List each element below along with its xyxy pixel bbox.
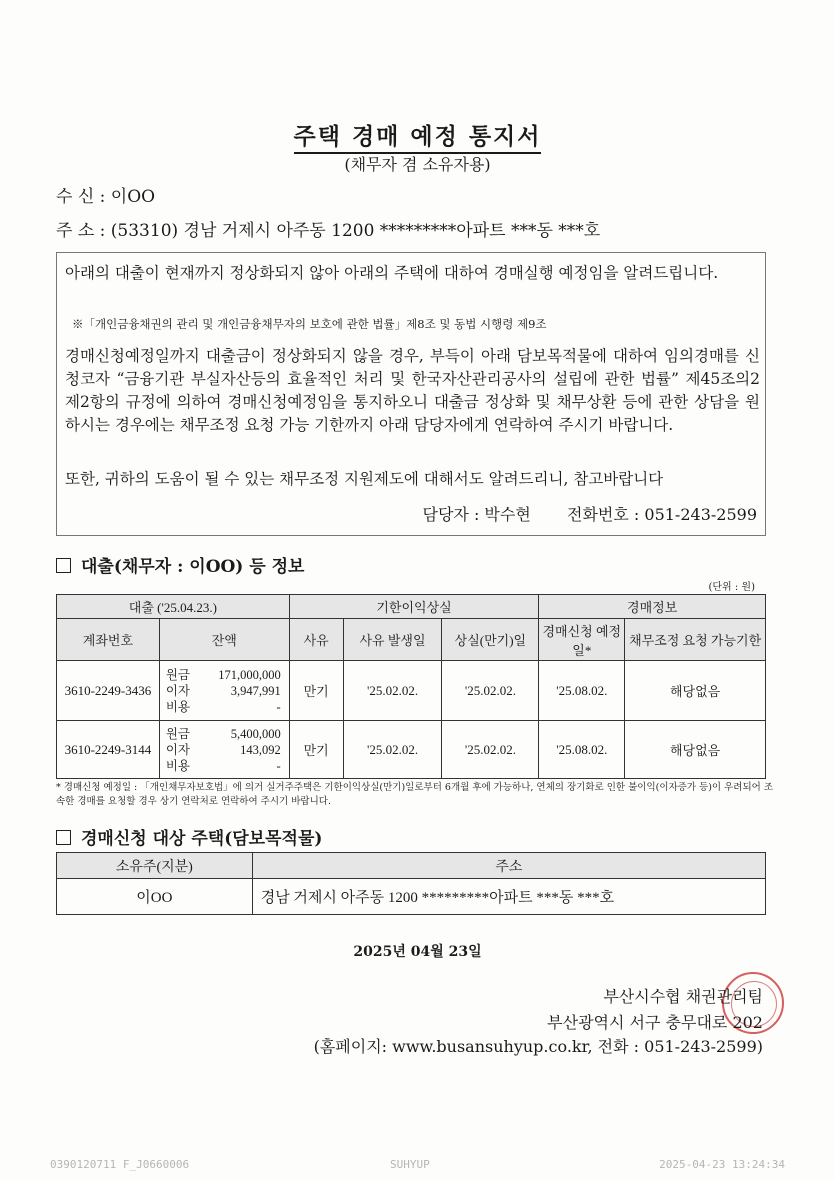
contact-person: 담당자 : 박수현 (422, 505, 531, 524)
address-label: 주 소 : (56, 221, 106, 241)
recipient-line (56, 182, 155, 207)
property-address: 경남 거제시 아주동 1200 *********아파트 ***동 ***호 (252, 879, 765, 915)
reason: 만기 (289, 721, 343, 779)
group-header-auction: 경매정보 (539, 595, 766, 619)
col-account: 계좌번호 (57, 619, 160, 661)
section-property-heading: 경매신청 대상 주택(담보목적물) (56, 824, 322, 849)
footnote: * 경매신청 예정일 : 「개인채무자보호법」에 의거 실거주주택은 기한이익상실(만기)일로부터 6개월 후에 가능하나, 연체의 장기화로 인한 불이익(이자증가 등)이 우려되어 조속한 경매를 요청할 경우 상기 연락처로 연락하여 주시기 바랍니다. (56, 782, 774, 807)
contact-info (423, 502, 758, 525)
col-loss-date: 상실(만기)일 (442, 619, 539, 661)
account-number: 3610-2249-3436 (57, 661, 160, 721)
footer-timestamp: 2025-04-23 13:24:34 (659, 1158, 785, 1171)
col-reason-date: 사유 발생일 (343, 619, 442, 661)
col-adjust-deadline: 채무조정 요청 가능기한 (625, 619, 766, 661)
notice-paragraph-2: 경매신청예정일까지 대출금이 정상화되지 않을 경우, 부득이 아래 담보목적물에 대하여 임의경매를 신청코자 “금융기관 부실자산등의 효율적인 처리 및 한국자산관리공사의 설립에 관한 법률” 제45조의2 제2항의 규정에 의하여 경매신청예정임을 통지하오니 대출금 정상화 및 채무상환 등에 관한 상담을 원하시는 경우에는 채무조정 요청 가능 기한까지 아래 담당자에게 연락하여 주시기 바랍니다. (65, 347, 760, 434)
recipient-address: (53310) 경남 거제시 아주동 1200 *********아파트 ***동 ***호 (110, 221, 601, 241)
table-row (57, 879, 766, 915)
section-loan-heading: 대출(채무자 : 이OO) 등 정보 (56, 552, 304, 577)
account-number: 3610-2249-3144 (57, 721, 160, 779)
adjust-deadline: 해당없음 (625, 661, 766, 721)
address-line (56, 216, 600, 241)
adjust-deadline: 해당없음 (625, 721, 766, 779)
document-subtitle: (채무자 겸 소유자용) (344, 155, 491, 174)
checkbox-square-icon (56, 558, 71, 573)
checkbox-square-icon (56, 830, 71, 845)
sender-address: 부산광역시 서구 충무대로 202 (547, 1013, 763, 1032)
notice-paragraph-1: 아래의 대출이 현재까지 정상화되지 않아 아래의 주택에 대하여 경매실행 예정임을 알려드립니다. (65, 264, 719, 282)
loss-date: '25.02.02. (442, 721, 539, 779)
table-row (57, 661, 766, 721)
col-auction-date: 경매신청 예정일* (539, 619, 625, 661)
unit-label: (단위 : 원) (708, 582, 755, 593)
auction-date: '25.08.02. (539, 721, 625, 779)
col-owner: 소유주(지분) (57, 853, 253, 879)
loan-table (56, 594, 766, 779)
law-reference: ※「개인금융채권의 관리 및 개인금융채무자의 보호에 관한 법률」제8조 및 동법 시행령 제9조 (72, 317, 547, 331)
issue-date: 2025년 04월 23일 (353, 944, 482, 960)
reason: 만기 (289, 661, 343, 721)
sender-homepage: (홈페이지: www.busansuhyup.co.kr, 전화 : 051-243-2599) (313, 1037, 763, 1056)
loss-date: '25.02.02. (442, 661, 539, 721)
footer-center: SUHYUP (390, 1158, 430, 1171)
owner-name: 이OO (57, 879, 253, 915)
balance-cell: 원금 171,000,000 이자 3,947,991 비용 - (159, 661, 289, 721)
balance-cell: 원금 5,400,000 이자 143,092 비용 - (159, 721, 289, 779)
col-address: 주소 (252, 853, 765, 879)
notice-paragraph-3: 또한, 귀하의 도움이 될 수 있는 채무조정 지원제도에 대해서도 알려드리니, 참고바랍니다 (65, 470, 664, 488)
property-table (56, 852, 766, 915)
contact-phone: 전화번호 : 051-243-2599 (567, 505, 757, 524)
reason-date: '25.02.02. (343, 661, 442, 721)
reason-date: '25.02.02. (343, 721, 442, 779)
col-reason: 사유 (289, 619, 343, 661)
table-row (57, 721, 766, 779)
col-balance: 잔액 (159, 619, 289, 661)
recipient-name: 이OO (110, 187, 156, 207)
auction-date: '25.08.02. (539, 661, 625, 721)
group-header-loan: 대출 ('25.04.23.) (57, 595, 290, 619)
recipient-label: 수 신 : (56, 187, 106, 207)
document-title: 주택 경매 예정 통지서 (0, 118, 835, 151)
footer-doc-id: 0390120711 F_J0660006 (50, 1158, 190, 1171)
group-header-acceleration: 기한이익상실 (289, 595, 539, 619)
sender-org: 부산시수협 채권관리팀 (603, 987, 763, 1006)
